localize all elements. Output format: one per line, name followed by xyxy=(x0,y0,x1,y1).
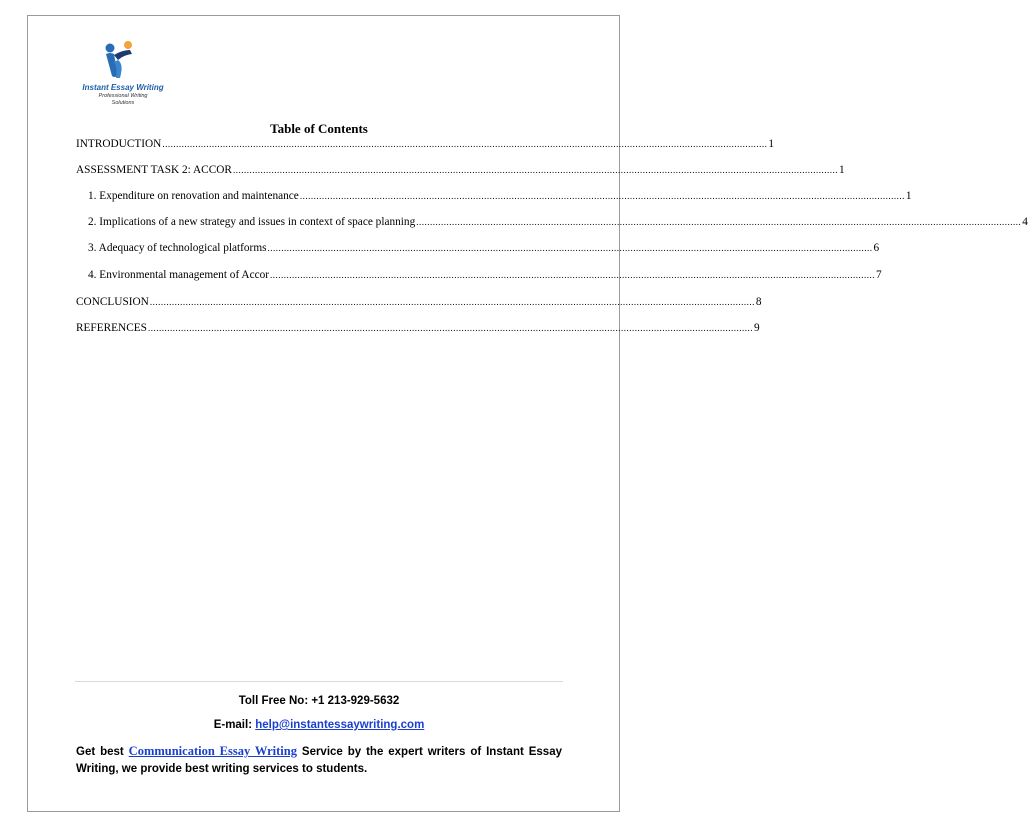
toc-entry-page: 9 xyxy=(753,322,760,334)
email-label: E-mail: xyxy=(213,719,256,731)
toc-leader-dots: ............................................................................................................................................................................................................................ xyxy=(270,270,876,280)
toc-entry-label: 2. Implications of a new strategy and issues in context of space planning xyxy=(88,216,416,228)
toc-entry-page: 6 xyxy=(873,242,880,254)
toc-entry[interactable] xyxy=(76,322,760,336)
toc-entry-page: 1 xyxy=(768,138,775,150)
footer-divider xyxy=(75,681,563,682)
logo-subtitle-line2: Solutions xyxy=(111,100,135,106)
toc-entry[interactable] xyxy=(76,164,845,178)
toc-entry-page: 8 xyxy=(755,296,762,308)
toc-entry[interactable] xyxy=(88,242,880,256)
toc-entry-label: 4. Environmental management of Accor xyxy=(88,269,270,281)
toc-entry-label: REFERENCES xyxy=(76,322,147,334)
toc-entry-page: 1 xyxy=(838,164,845,176)
email-line xyxy=(0,719,638,731)
toc-entry[interactable] xyxy=(88,190,912,204)
service-link[interactable]: Communication Essay Writing xyxy=(128,744,297,758)
logo-figure-icon xyxy=(96,38,150,84)
logo xyxy=(78,38,168,113)
email-link[interactable]: help@instantessaywriting.com xyxy=(255,719,425,731)
promo-before: Get best xyxy=(76,746,129,758)
toc-leader-dots: ............................................................................................................................................................................................................................ xyxy=(267,243,873,253)
toll-free-number: Toll Free No: +1 213-929-5632 xyxy=(238,695,400,707)
toc-leader-dots: ............................................................................................................................................................................................................................ xyxy=(416,217,1022,227)
toc-entry-page: 4 xyxy=(1022,216,1028,228)
toc-title: Table of Contents xyxy=(270,121,368,136)
toc-leader-dots: ............................................................................................................................................................................................................................ xyxy=(162,139,768,149)
toc-entry[interactable] xyxy=(88,216,1028,230)
promo-text xyxy=(76,743,562,778)
toc-entry[interactable] xyxy=(76,296,762,310)
toc-leader-dots: ............................................................................................................................................................................................................................ xyxy=(147,323,753,333)
logo-subtitle-line1: Professional Writing xyxy=(98,93,148,99)
toc-leader-dots: ............................................................................................................................................................................................................................ xyxy=(299,191,905,201)
toc-entry-label: CONCLUSION xyxy=(76,296,149,308)
logo-subtitle xyxy=(78,93,168,107)
promo-after: Service by the expert writers of Instant Essay Writing, we provide best writing services to students. xyxy=(76,746,562,775)
toc-entry-page: 7 xyxy=(876,269,882,281)
toc-entry-label: ASSESSMENT TASK 2: ACCOR xyxy=(76,164,232,176)
toc-entry-label: 3. Adequacy of technological platforms xyxy=(88,242,267,254)
toc-entry[interactable] xyxy=(76,138,775,152)
toc-entry[interactable] xyxy=(88,269,882,283)
toc-entry-page: 1 xyxy=(905,190,912,202)
toc-leader-dots: ............................................................................................................................................................................................................................ xyxy=(149,297,755,307)
toc-entry-label: INTRODUCTION xyxy=(76,138,162,150)
toc-entry-label: 1. Expenditure on renovation and maintenance xyxy=(88,190,299,202)
logo-title: Instant Essay Writing xyxy=(82,83,164,92)
toc-leader-dots: ............................................................................................................................................................................................................................ xyxy=(232,165,838,175)
